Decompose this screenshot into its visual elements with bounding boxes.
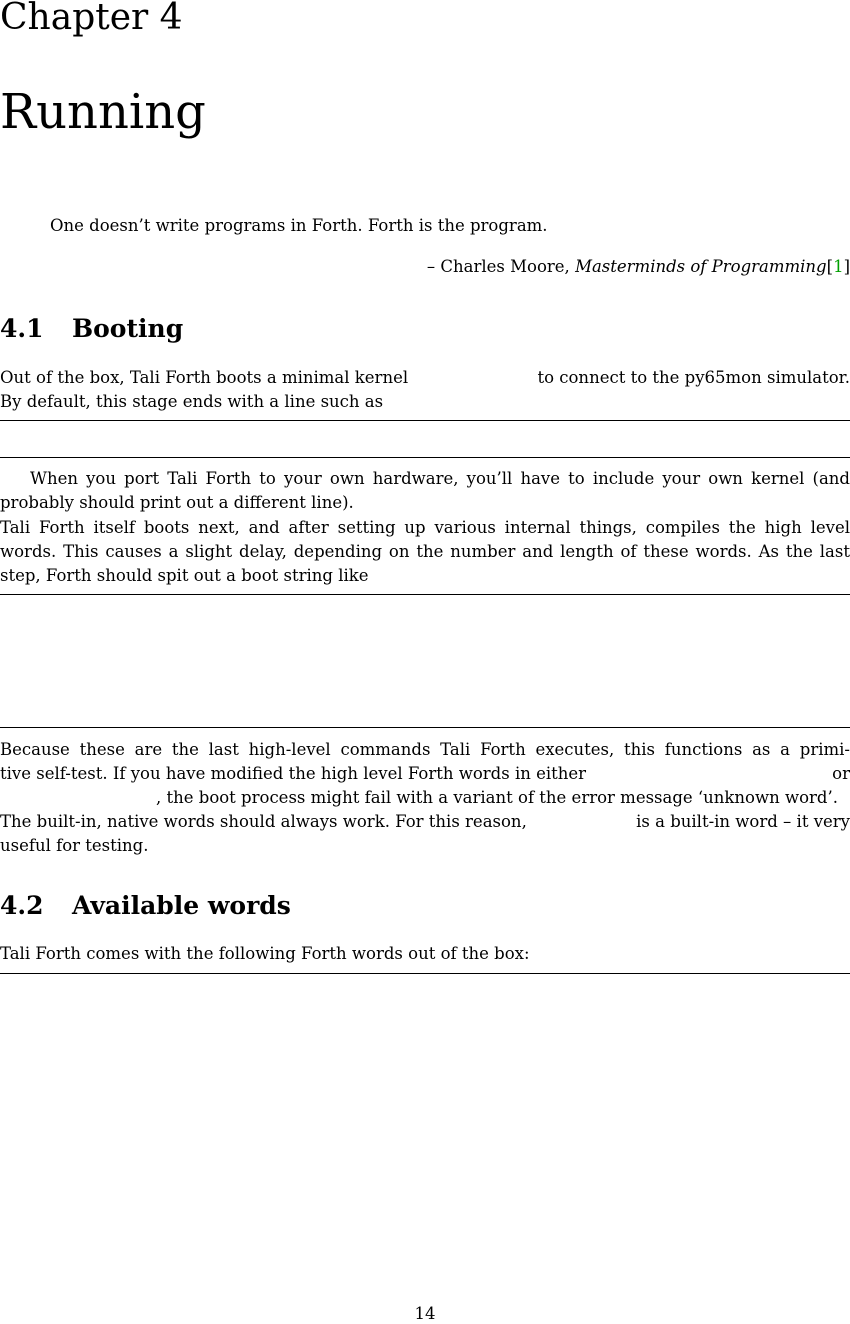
booting-p1-line1b: to connect to the py65mon simulator. [537,368,850,387]
section-number: 4.2 [0,891,44,920]
chapter-label: Chapter 4 [0,0,183,38]
code-block-bottom-rule [0,457,850,458]
section-title: Available words [72,891,291,920]
available-words-intro: Tali Forth comes with the following Forth words out of the box: [0,944,530,963]
page-number: 14 [414,1304,436,1323]
booting-p4-line4: The built-in, native words should always work. For this reason, [0,812,527,831]
booting-p3-line1: Tali Forth itself boots next, and after setting up various internal things, compiles the high level [0,518,850,537]
booting-p4-line4b: is a built-in word – it very [636,812,850,831]
attribution-work-title: Masterminds of Programming [575,257,827,276]
section-number: 4.1 [0,314,44,343]
booting-p4-line2a: tive self-test. If you have modified the high level Forth words in either [0,764,587,783]
booting-p4-line5: useful for testing. [0,836,149,855]
section-heading-available-words [0,891,291,921]
code-block-bottom-rule [0,727,850,728]
booting-p2-line1: When you port Tali Forth to your own hardware, you’ll have to include your own kernel (and [30,469,850,488]
code-block-top-rule [0,594,850,595]
section-heading-booting [0,314,183,344]
booting-p3-line3: step, Forth should spit out a boot string like [0,566,369,585]
section-title: Booting [72,314,184,343]
cite-open: [ [826,257,834,276]
booting-p1-line2: By default, this stage ends with a line such as [0,392,384,411]
code-block-top-rule [0,973,850,974]
booting-p1-line1a: Out of the box, Tali Forth boots a minimal kernel [0,368,409,387]
booting-p4-line3: , the boot process might fail with a variant of the error message ‘unknown word’. [156,788,838,807]
citation-link[interactable]: 1 [833,257,844,276]
booting-p4-line2b: or [832,764,850,783]
chapter-title: Running [0,84,206,140]
booting-p3-line2: words. This causes a slight delay, depending on the number and length of these words. As the last [0,542,850,561]
epigraph-quote: One doesn’t write programs in Forth. Forth is the program. [50,216,548,235]
booting-p2-line2: probably should print out a different line). [0,493,354,512]
booting-p4-line1: Because these are the last high-level commands Tali Forth executes, this functions as a primi- [0,740,850,759]
attribution-prefix: – Charles Moore, [426,257,576,276]
code-block-top-rule [0,420,850,421]
epigraph-attribution [427,257,850,277]
cite-close: ] [843,257,850,276]
